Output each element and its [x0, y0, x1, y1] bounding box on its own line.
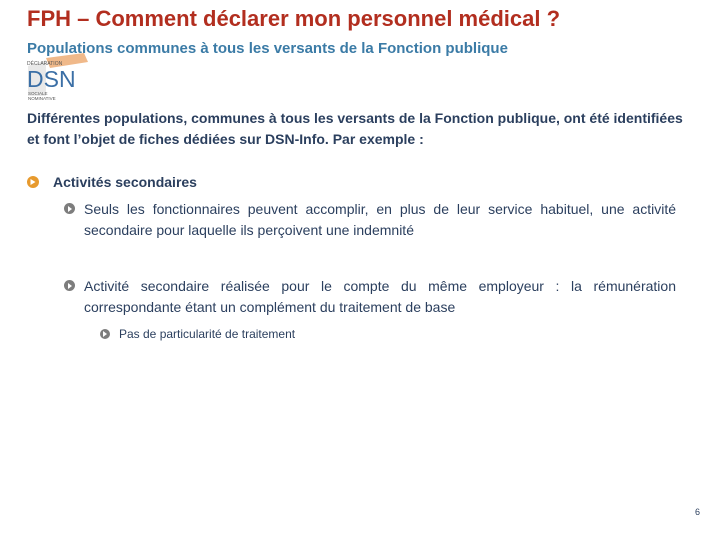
list-item	[64, 199, 676, 241]
list-item-text: Seuls les fonctionnaires peuvent accomplir, en plus de leur service habituel, une activité secondaire pour laquelle ils perçoivent une indemnité	[84, 201, 676, 238]
logo-bottom-text-1: SOCIALE	[28, 91, 48, 96]
list-item	[64, 276, 676, 318]
orange-bullet-icon	[27, 176, 39, 188]
page-title: FPH – Comment déclarer mon personnel médical ?	[27, 6, 561, 31]
dsn-logo-icon	[24, 52, 90, 104]
grey-bullet-icon	[100, 329, 110, 339]
section-label: Activités secondaires	[53, 174, 197, 190]
grey-bullet-icon	[64, 280, 75, 291]
grey-bullet-icon	[64, 203, 75, 214]
logo-letters: DSN	[27, 66, 76, 92]
logo-top-text: DÉCLARATION	[27, 61, 63, 67]
list-item-text: Activité secondaire réalisée pour le compte du même employeur : la rémunération correspondante étant un complément du traitement de base	[84, 278, 676, 315]
intro-paragraph: Différentes populations, communes à tous les versants de la Fonction publique, ont été identifiées et font l’objet de fiches dédiées sur DSN-Info. Par exemple :	[27, 110, 683, 147]
sub-list-item-text: Pas de particularité de traitement	[119, 327, 296, 341]
page-number: 6	[694, 507, 700, 517]
page-subtitle: Populations communes à tous les versants de la Fonction publique	[27, 40, 508, 57]
logo-bottom-text-2: NOMINATIVE	[28, 96, 56, 101]
